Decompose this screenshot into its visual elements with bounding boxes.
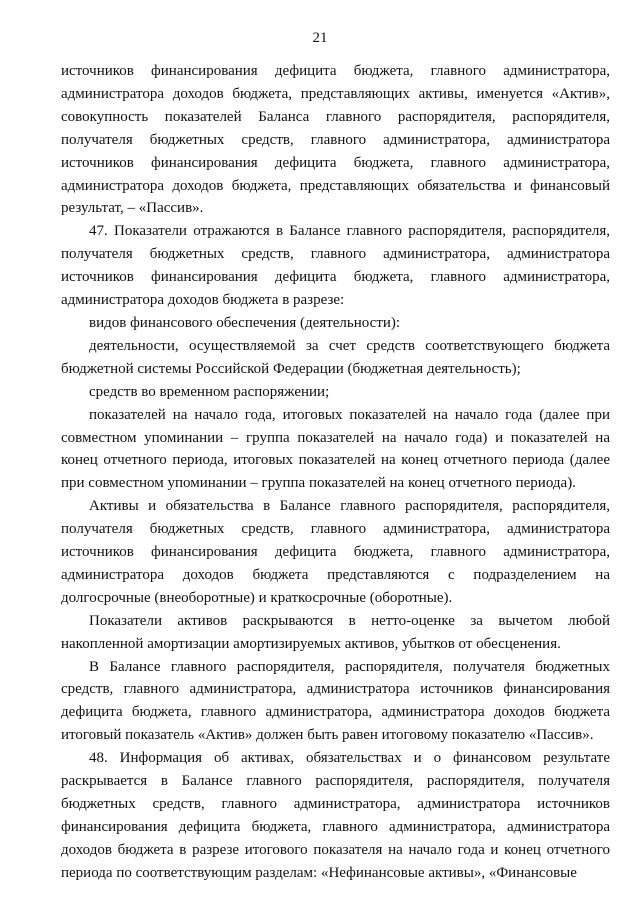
paragraph-balance-equality: В Балансе главного распорядителя, распорядителя, получателя бюджетных средств, главного администратора, администратора источников финансирования дефицита бюджета, главного администратора, администратора доходов бюджета итоговый показатель «Актив» должен быть равен итоговому показателю «Пассив». [61, 658, 610, 744]
paragraph-financial-support-types: видов финансового обеспечения (деятельности): [89, 314, 401, 331]
paragraph-assets-liabilities: Активы и обязательства в Балансе главного распорядителя, распорядителя, получателя бюджетных средств, главного администратора, администратора источников финансирования дефицита бюджета, главного администратора, администратора доходов бюджета представляются с подразделением на долгосрочные (внеоборотные) и краткосрочные (оборотные). [61, 498, 610, 606]
page-number: 21 [312, 30, 328, 46]
paragraph-temporary-funds: средств во временном распоряжении; [89, 383, 330, 400]
paragraph-indicator-groups: показателей на начало года, итоговых показателей на начало года (далее при совместном упоминании – группа показателей на начало года) и показателей на конец отчетного периода, итоговых показателей на конец отчетного периода (далее при совместном упоминании – группа показателей на конец отчетного периода). [61, 406, 610, 492]
document-body [61, 60, 610, 885]
paragraph-budget-activity: деятельности, осуществляемой за счет средств соответствующего бюджета бюджетной системы Российской Федерации (бюджетная деятельность); [61, 337, 610, 377]
paragraph-48-disclosure: 48. Информация об активах, обязательствах и о финансовом результате раскрывается в Балансе главного распорядителя, распорядителя, получателя бюджетных средств, главного администратора, администратора источников финансирования дефицита бюджета, главного администратора, администратора доходов бюджета в разрезе итогового показателя на начало года и конец отчетного периода по соответствующим разделам: «Нефинансовые активы», «Финансовые [61, 750, 610, 881]
paragraph-net-valuation: Показатели активов раскрываются в нетто-оценке за вычетом любой накопленной амортизации амортизируемых активов, убытков от обесценения. [61, 612, 610, 652]
paragraph-47-indicators: 47. Показатели отражаются в Балансе главного распорядителя, распорядителя, получателя бюджетных средств, главного администратора, администратора источников финансирования дефицита бюджета, главного администратора, администратора доходов бюджета в разрезе: [61, 223, 610, 309]
paragraph-continuation-active-passive: источников финансирования дефицита бюджета, главного администратора, администратора доходов бюджета, представляющих активы, именуется «Актив», совокупность показателей Баланса главного распорядителя, распорядителя, получателя бюджетных средств, главного администратора, администратора источников финансирования дефицита бюджета, главного администратора, администратора доходов бюджета, представляющих обязательства и финансовый результат, – «Пассив». [61, 63, 610, 217]
